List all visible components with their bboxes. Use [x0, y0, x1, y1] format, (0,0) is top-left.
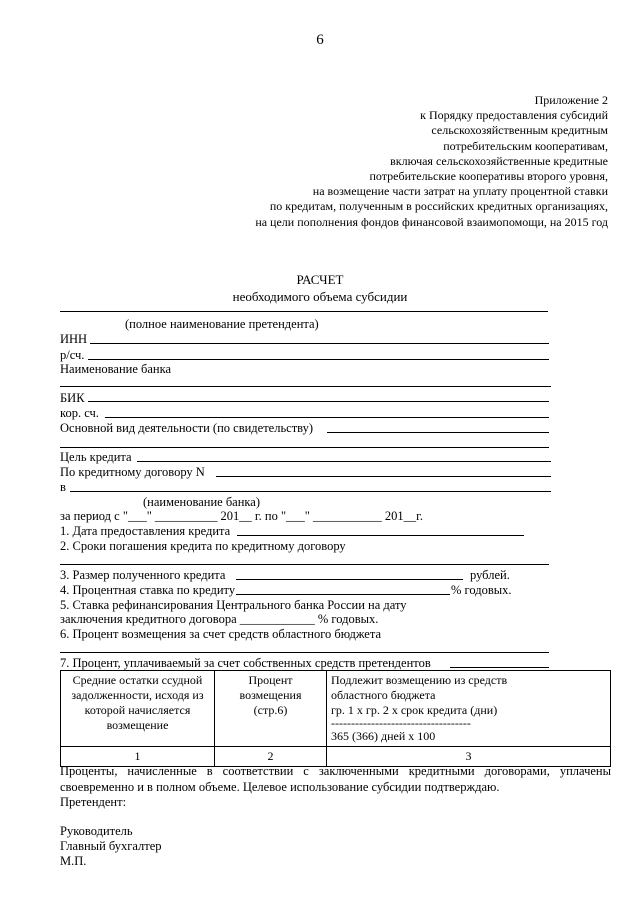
- annex-line: по кредитам, полученным в российских кредитных организациях,: [269, 199, 608, 214]
- item-2: 2. Сроки погашения кредита по кредитному договору: [60, 539, 346, 553]
- col-2-header: Процент возмещения (стр.6): [215, 671, 327, 747]
- annex-line: Приложение 2: [534, 93, 608, 107]
- applicant-name-line[interactable]: [60, 311, 548, 312]
- bank-name-label: Наименование банка: [60, 362, 172, 376]
- applicant-hint: (полное наименование претендента): [125, 317, 319, 331]
- table-header-row: [61, 671, 611, 747]
- annex-line: к Порядку предоставления субсидий: [420, 108, 608, 123]
- inn-label: ИНН: [60, 332, 88, 346]
- confirmation-paragraph: Проценты, начисленные в соответствии с заключенными кредитными договорами, уплачены своевременно и в полном объеме. Целевое использование субсидии подтверждаю.: [60, 764, 611, 794]
- main-activity-label: Основной вид деятельности (по свидетельству): [60, 421, 314, 435]
- accountant-label: Главный бухгалтер: [60, 839, 162, 853]
- annex-line: на цели пополнения фондов финансовой взаимопомощи, на 2015 год: [255, 214, 608, 229]
- head-label: Руководитель: [60, 824, 133, 838]
- in-label: в: [60, 480, 66, 494]
- item-3-unit: рублей.: [470, 568, 510, 582]
- bik-label: БИК: [60, 391, 85, 405]
- item-7: 7. Процент, уплачиваемый за счет собственных средств претендентов: [60, 656, 431, 670]
- loan-contract-label: По кредитному договору N: [60, 465, 205, 479]
- document-title: [0, 271, 640, 305]
- page-number: 6: [316, 32, 324, 48]
- col-1-header: Средние остатки ссудной задолженности, исходя из которой начисляется возмещение: [61, 671, 215, 747]
- item-6-field[interactable]: [60, 652, 549, 653]
- col-1-number: 1: [61, 747, 215, 767]
- loan-purpose-field[interactable]: [137, 461, 551, 462]
- main-activity-field[interactable]: [327, 432, 549, 433]
- loan-purpose-label: Цель кредита: [60, 450, 132, 464]
- corr-account-field[interactable]: [105, 417, 549, 418]
- col-3-number: 3: [327, 747, 611, 767]
- fraction-denominator: 365 (366) дней х 100: [331, 729, 436, 743]
- inn-field[interactable]: [90, 343, 549, 344]
- item-6: 6. Процент возмещения за счет средств областного бюджета: [60, 627, 381, 641]
- account-label: р/сч.: [60, 348, 85, 362]
- col-2-number: 2: [215, 747, 327, 767]
- annex-line: включая сельскохозяйственные кредитные: [390, 153, 608, 168]
- period-line[interactable]: за период с "___" __________ 201__ г. по "___" ___________ 201__г.: [60, 509, 423, 523]
- item-5: 5. Ставка рефинансирования Центрального банка России на дату: [60, 598, 407, 612]
- account-field[interactable]: [88, 359, 549, 360]
- item-4-field[interactable]: [236, 594, 450, 595]
- main-activity-field-2[interactable]: [60, 447, 549, 448]
- bank-name-field[interactable]: [60, 386, 551, 387]
- annex-header: [255, 93, 608, 230]
- applicant-label: Претендент:: [60, 795, 127, 809]
- fraction-bar: -----------------------------------: [331, 716, 471, 730]
- item-2-field[interactable]: [60, 564, 549, 565]
- annex-line: потребительским кооперативам,: [443, 138, 608, 153]
- item-1: 1. Дата предоставления кредита: [60, 524, 231, 538]
- title-sub: необходимого объема субсидии: [232, 289, 408, 304]
- annex-line: на возмещение части затрат на уплату процентной ставки: [312, 184, 608, 199]
- corr-account-label: кор. сч.: [60, 406, 99, 420]
- calculation-table: [60, 670, 611, 767]
- item-4: 4. Процентная ставка по кредиту: [60, 583, 236, 597]
- bank-hint: (наименование банка): [143, 495, 261, 509]
- item-4-unit: % годовых.: [451, 583, 512, 597]
- item-3-field[interactable]: [236, 579, 463, 580]
- annex-line: потребительские кооперативы второго уровня,: [369, 169, 608, 184]
- stamp-label: М.П.: [60, 854, 87, 868]
- item-5-continued[interactable]: заключения кредитного договора ____________ % годовых.: [60, 612, 379, 626]
- bank-field[interactable]: [70, 491, 551, 492]
- annex-line: сельскохозяйственным кредитным: [431, 123, 608, 138]
- item-3: 3. Размер полученного кредита: [60, 568, 226, 582]
- item-1-field[interactable]: [237, 535, 524, 536]
- loan-contract-field[interactable]: [216, 476, 551, 477]
- title-main: РАСЧЕТ: [296, 272, 344, 287]
- bik-field[interactable]: [88, 401, 549, 402]
- item-7-field[interactable]: [450, 667, 549, 668]
- col-3-header: Подлежит возмещению из средств областного бюджета гр. 1 х гр. 2 х срок кредита (дни) ----------------------------------- 365 (366) дней х 100: [327, 671, 611, 747]
